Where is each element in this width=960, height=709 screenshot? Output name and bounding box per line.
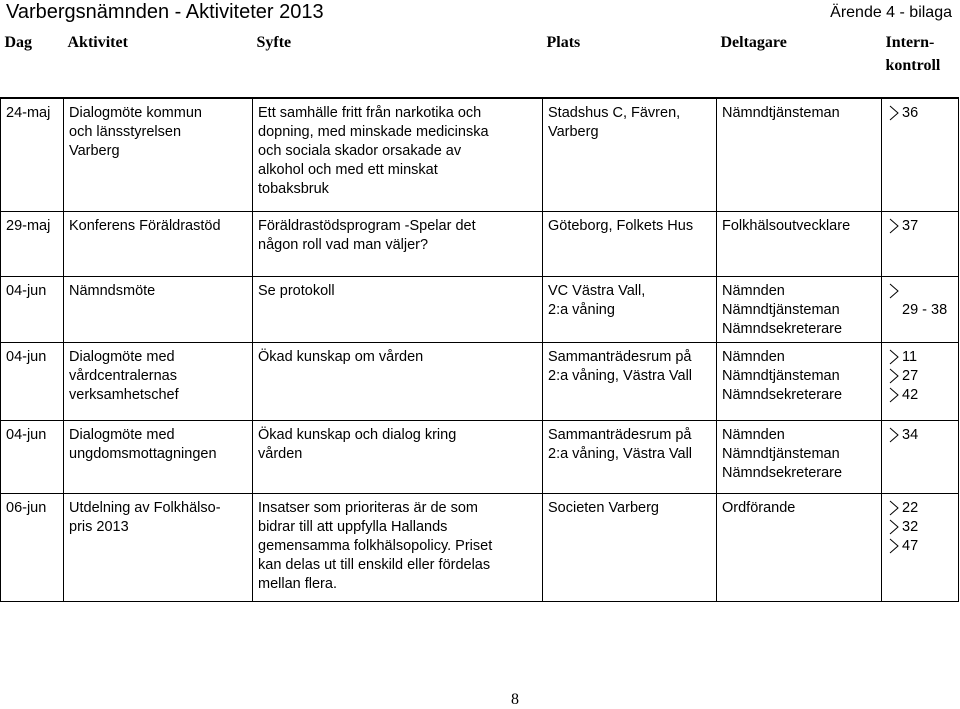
cell-line: 04-jun (6, 426, 47, 443)
internkontroll-line (888, 348, 956, 367)
cell-plats (543, 211, 717, 276)
cell-line: någon roll vad man väljer? (258, 236, 429, 253)
cell-deltagare (717, 420, 882, 493)
cell-aktivitet (64, 211, 253, 276)
cell-line: Nämnden (722, 282, 785, 299)
cell-line: VC Västra Vall, (548, 282, 646, 299)
cell-line: Utdelning av Folkhälso- (69, 499, 221, 516)
cell-deltagare (717, 493, 882, 601)
cell-dag (1, 276, 64, 342)
internkontroll-line (888, 386, 956, 405)
cell-line: Sammanträdesrum på (548, 426, 692, 443)
cell-line: Stadshus C, Fävren, (548, 105, 681, 121)
cell-line: vården (258, 445, 303, 462)
cell-internkontroll (882, 420, 959, 493)
cell-line: Konferens Föräldrastöd (69, 217, 221, 234)
cell-line: och länsstyrelsen (69, 124, 182, 140)
col-header-deltagare: Deltagare (717, 25, 882, 98)
cell-line: Folkhälsoutvecklare (722, 217, 851, 234)
cell-aktivitet (64, 420, 253, 493)
cell-plats (543, 98, 717, 211)
cell-line: ungdomsmottagningen (69, 445, 217, 462)
cell-dag (1, 493, 64, 601)
cell-line: och sociala skador orsakade av (258, 143, 462, 159)
cell-plats (543, 420, 717, 493)
internkontroll-number: 34 (902, 426, 919, 443)
cell-line: verksamhetschef (69, 386, 179, 403)
cell-dag (1, 342, 64, 420)
page-number: 8 (511, 691, 519, 708)
internkontroll-number: 47 (902, 537, 919, 554)
internkontroll-line (888, 104, 956, 123)
cell-line: 2:a våning (548, 301, 615, 318)
cell-line: kan delas ut till enskild eller fördelas (258, 556, 491, 573)
internkontroll-line (888, 426, 956, 445)
document-title: Varbergsnämnden - Aktiviteter 2013 (6, 1, 324, 23)
reference-marker-icon (888, 367, 900, 385)
internkontroll-number: 29 - 38 (902, 301, 948, 318)
cell-line: 04-jun (6, 282, 47, 299)
cell-line: Ökad kunskap och dialog kring (258, 426, 457, 443)
reference-marker-icon (888, 386, 900, 404)
cell-syfte (253, 211, 543, 276)
cell-line: gemensamma folkhälsopolicy. Priset (258, 537, 493, 554)
col-header-internkontroll-line1: Intern- (885, 34, 935, 51)
cell-line: Nämndsmöte (69, 282, 156, 299)
reference-marker-icon (888, 426, 900, 444)
cell-internkontroll (882, 98, 959, 211)
cell-internkontroll (882, 493, 959, 601)
internkontroll-line (888, 537, 956, 556)
col-header-internkontroll-line2: kontroll (885, 57, 941, 74)
internkontroll-number: 27 (902, 367, 919, 384)
cell-line: Insatser som prioriteras är de som (258, 499, 478, 516)
cell-line: Dialogmöte kommun (69, 105, 202, 121)
reference-marker-icon (888, 518, 900, 536)
cell-syfte (253, 276, 543, 342)
cell-line: Nämndsekreterare (722, 386, 843, 403)
cell-line: pris 2013 (69, 518, 129, 535)
cell-line: Ökad kunskap om vården (258, 348, 424, 365)
cell-line: vårdcentralernas (69, 367, 177, 384)
cell-line: Dialogmöte med (69, 348, 175, 365)
cell-line: Se protokoll (258, 282, 335, 299)
cell-dag (1, 211, 64, 276)
cell-line: 29-maj (6, 217, 51, 234)
cell-line: Dialogmöte med (69, 426, 175, 443)
cell-syfte (253, 493, 543, 601)
cell-plats (543, 493, 717, 601)
reference-marker-icon (888, 104, 900, 122)
attachment-label: Ärende 4 - bilaga (830, 4, 952, 21)
col-header-syfte: Syfte (253, 25, 543, 98)
table-row (1, 211, 959, 276)
cell-deltagare (717, 211, 882, 276)
internkontroll-line (888, 499, 956, 518)
cell-line: bidrar till att uppfylla Hallands (258, 518, 448, 535)
cell-line: Nämnden (722, 426, 785, 443)
cell-syfte (253, 420, 543, 493)
cell-aktivitet (64, 342, 253, 420)
cell-line: dopning, med minskade medicinska (258, 124, 489, 140)
cell-line: Göteborg, Folkets Hus (548, 217, 694, 234)
table-row (1, 493, 959, 601)
reference-marker-icon (888, 282, 900, 300)
cell-internkontroll (882, 276, 959, 342)
cell-aktivitet (64, 276, 253, 342)
cell-aktivitet (64, 98, 253, 211)
cell-line: alkohol och med ett minskat (258, 162, 438, 178)
internkontroll-number: 37 (902, 217, 919, 234)
cell-line: tobaksbruk (258, 181, 329, 197)
internkontroll-number: 11 (902, 348, 918, 365)
cell-line: Nämndtjänsteman (722, 105, 840, 121)
cell-line: 2:a våning, Västra Vall (548, 445, 693, 462)
cell-line: Ett samhälle fritt från narkotika och (258, 105, 482, 121)
internkontroll-number: 22 (902, 499, 919, 516)
cell-line: Nämndtjänsteman (722, 367, 840, 384)
cell-plats (543, 276, 717, 342)
cell-line: Nämnden (722, 348, 785, 365)
cell-line: Nämndtjänsteman (722, 445, 840, 462)
cell-deltagare (717, 342, 882, 420)
cell-line: Ordförande (722, 499, 796, 516)
col-header-dag: Dag (1, 25, 64, 98)
cell-line: Societen Varberg (548, 499, 659, 516)
cell-internkontroll (882, 342, 959, 420)
cell-syfte (253, 98, 543, 211)
col-header-aktivitet: Aktivitet (64, 25, 253, 98)
cell-line: Sammanträdesrum på (548, 348, 692, 365)
internkontroll-line (888, 282, 956, 301)
cell-line: Nämndsekreterare (722, 464, 843, 481)
reference-marker-icon (888, 499, 900, 517)
cell-line: Varberg (548, 124, 599, 140)
cell-deltagare (717, 276, 882, 342)
internkontroll-line (888, 217, 956, 236)
internkontroll-line (888, 518, 956, 537)
cell-line: Föräldrastödsprogram -Spelar det (258, 217, 476, 234)
cell-line: mellan flera. (258, 575, 337, 592)
table-row (1, 276, 959, 342)
col-header-plats: Plats (543, 25, 717, 98)
cell-deltagare (717, 98, 882, 211)
cell-plats (543, 342, 717, 420)
cell-line: Varberg (69, 143, 120, 159)
cell-line: 04-jun (6, 348, 47, 365)
col-header-internkontroll (882, 25, 959, 98)
internkontroll-number: 42 (902, 386, 919, 403)
cell-line: 06-jun (6, 499, 47, 516)
internkontroll-number: 32 (902, 518, 919, 535)
reference-marker-icon (888, 217, 900, 235)
cell-line: 24-maj (6, 105, 51, 121)
table-row (1, 342, 959, 420)
reference-marker-icon (888, 348, 900, 366)
cell-line: Nämndtjänsteman (722, 301, 840, 318)
internkontroll-number: 36 (902, 105, 919, 121)
cell-internkontroll (882, 211, 959, 276)
reference-marker-icon (888, 537, 900, 555)
table-header-row (1, 25, 959, 98)
internkontroll-line (888, 301, 956, 320)
table-row (1, 98, 959, 211)
cell-syfte (253, 342, 543, 420)
internkontroll-line (888, 367, 956, 386)
cell-aktivitet (64, 493, 253, 601)
activities-table (0, 25, 959, 602)
cell-dag (1, 98, 64, 211)
cell-line: Nämndsekreterare (722, 320, 843, 337)
cell-line: 2:a våning, Västra Vall (548, 367, 693, 384)
cell-dag (1, 420, 64, 493)
table-row (1, 420, 959, 493)
